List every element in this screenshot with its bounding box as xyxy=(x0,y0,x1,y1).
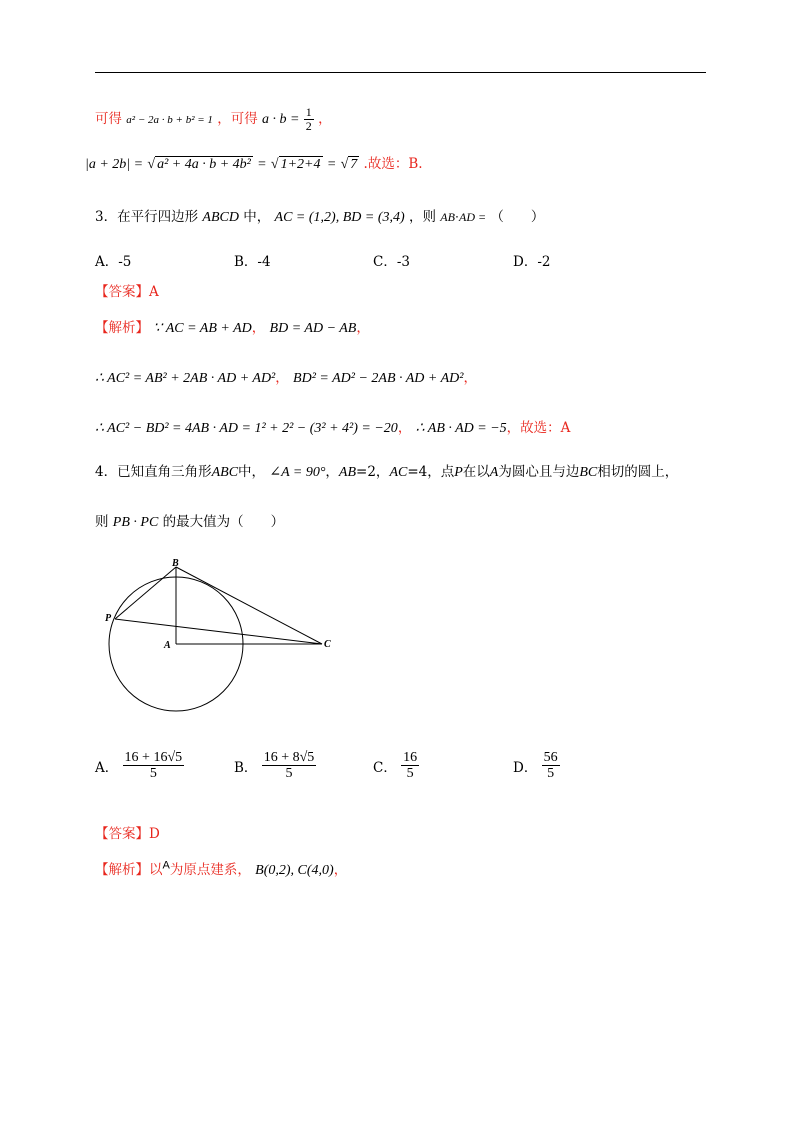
q4-option-a-letter: A． xyxy=(95,759,119,776)
q4-option-c-num: 16 xyxy=(403,750,418,765)
q3-ze: ，则 xyxy=(408,209,436,225)
q4-label-c: C xyxy=(324,639,331,650)
prev-line2-tail: .故选：B. xyxy=(363,156,423,172)
q4-option-a-frac xyxy=(123,750,185,782)
q4-segment-pb xyxy=(115,567,176,619)
q4-line2-ze: 则 xyxy=(95,514,109,530)
q3-given: AC = (1,2), BD = (3,4) xyxy=(274,210,405,225)
q4-stem-1 xyxy=(95,460,678,481)
q4-analysis-coords: B(0,2), C(4,0) xyxy=(255,863,334,878)
q3-step3d: ，故选：A xyxy=(506,420,571,436)
q3-option-a: A．-5 xyxy=(95,254,132,270)
q3-zhong: 中， xyxy=(243,209,271,225)
q3-answer-label: 【答案】 xyxy=(95,284,149,300)
q4-option-d-den: 5 xyxy=(547,766,555,782)
q4-option-d-num: 56 xyxy=(543,750,558,765)
q4-bc: BC xyxy=(579,465,598,480)
q4-option-c-letter: C． xyxy=(373,759,397,776)
q3-shape: ABCD xyxy=(202,210,239,225)
q4-option-a-den: 5 xyxy=(149,766,157,782)
q3-option-c: C．-3 xyxy=(373,254,410,270)
q3-step1c: BD = AD − AB xyxy=(269,321,357,336)
header-rule xyxy=(95,72,706,73)
q4-label-a: A xyxy=(164,640,171,651)
q4-ac: AC xyxy=(389,465,408,480)
q4-analysis xyxy=(95,858,347,879)
q4-segment-bc xyxy=(176,567,322,644)
q4-answer xyxy=(95,822,160,842)
q4-option-b-num: 16 + 8√5 xyxy=(263,750,315,765)
prev-line1-frac-den: 2 xyxy=(305,119,312,134)
q3-ask: AB⋅AD = xyxy=(440,210,487,224)
q4-option-b-den: 5 xyxy=(285,766,293,782)
q3-step3b: ， xyxy=(397,420,412,436)
prev-line1-end: ， xyxy=(318,111,332,128)
q4-geometry-figure xyxy=(100,555,340,715)
q3-step2c: BD² = AD² − 2AB · AD + AD² xyxy=(293,371,464,386)
q4-analysis-end: ， xyxy=(333,862,348,878)
q4-angle: ∠A = 90° xyxy=(269,465,326,480)
q3-option-b: B．-4 xyxy=(234,254,271,270)
q4-ab-val: =2， xyxy=(356,464,390,480)
prev-line1-fraction xyxy=(304,106,314,133)
q4-line1-e: 为圆心且与边 xyxy=(498,464,580,480)
q4-line2-expr: PB · PC xyxy=(112,515,159,530)
q3-analysis-label: 【解析】 xyxy=(95,320,149,336)
q3-stem xyxy=(95,205,544,226)
q4-line1-f: 相切的圆上， xyxy=(597,464,679,480)
q4-option-c xyxy=(373,750,419,782)
prev-line1-expr: a² − 2a · b + b² = 1 xyxy=(126,114,213,127)
q3-step1d: ， xyxy=(356,320,370,336)
q4-option-b xyxy=(234,750,316,782)
q4-line1-a: 4．已知直角三角形 xyxy=(95,464,212,480)
prev-line2-root1: √ a² + 4a · b + 4b² xyxy=(147,157,251,172)
prev-line1-frac-num: 1 xyxy=(305,105,312,119)
prev-line-2 xyxy=(85,152,423,173)
q3-step2b: ， xyxy=(275,370,289,386)
q4-option-b-frac xyxy=(262,750,317,782)
q4-abc: ABC xyxy=(211,465,239,480)
q3-number: 3．在平行四边形 xyxy=(95,209,199,225)
q4-option-d-letter: D． xyxy=(513,759,538,776)
q3-answer-value: A xyxy=(149,284,159,300)
q4-label-b: B xyxy=(172,558,179,569)
prev-line-1 xyxy=(95,106,332,133)
q3-analysis-2 xyxy=(95,366,477,387)
q4-ac-val: =4，点 xyxy=(407,464,455,480)
q4-stem-2 xyxy=(95,510,284,531)
q3-option-d: D．-2 xyxy=(513,254,551,270)
q3-step2d: ， xyxy=(463,370,477,386)
q3-step2a: ∴ AC² = AB² + 2AB · AD + AD² xyxy=(95,371,276,386)
q4-segment-pc xyxy=(115,619,322,644)
q3-step1a: ∵ AC = AB + AD xyxy=(153,321,252,336)
prev-line1-dot: a · b = xyxy=(262,112,300,128)
prev-line2-root3: √ 7 xyxy=(340,157,358,172)
q4-a: A xyxy=(489,465,499,480)
q3-step1b: ， xyxy=(251,320,266,336)
q3-analysis-1 xyxy=(95,316,370,337)
q4-option-d xyxy=(513,750,560,782)
q4-label-p: P xyxy=(105,613,112,624)
q4-option-a-num: 16 + 16√5 xyxy=(124,750,183,765)
q4-analysis-A: A xyxy=(162,859,170,872)
q4-analysis-b: 为原点建系， xyxy=(169,862,251,878)
q4-analysis-label: 【解析】 xyxy=(95,862,149,878)
q4-analysis-a: 以 xyxy=(149,862,163,878)
q4-answer-label: 【答案】 xyxy=(95,826,149,842)
q4-p: P xyxy=(454,465,463,480)
q3-paren: （ ） xyxy=(490,209,545,225)
q4-option-b-letter: B． xyxy=(234,759,258,776)
prev-line2-lhs: |a + 2b| = xyxy=(85,157,144,172)
q4-line1-c: ， xyxy=(325,464,339,480)
q3-answer xyxy=(95,280,159,300)
q4-option-c-frac xyxy=(401,750,419,782)
q4-line1-d: 在以 xyxy=(462,464,490,480)
q4-line1-b: 中， xyxy=(238,464,266,480)
q3-analysis-3 xyxy=(95,416,570,437)
q4-option-a xyxy=(95,750,184,782)
prev-line1-prefix: 可得 xyxy=(95,111,122,128)
q4-ab: AB xyxy=(338,465,357,480)
q4-option-d-frac xyxy=(542,750,560,782)
q4-option-c-den: 5 xyxy=(406,766,414,782)
prev-line2-eq2: = xyxy=(326,157,337,172)
q3-step3a: ∴ AC² − BD² = 4AB · AD = 1² + 2² − (3² + 4²) = −20 xyxy=(95,421,398,436)
prev-line1-mid: ，可得 xyxy=(217,111,258,128)
q4-line2-tail: 的最大值为（ ） xyxy=(162,514,285,530)
prev-line2-root2: √ 1+2+4 xyxy=(270,157,321,172)
q4-answer-value: D xyxy=(149,826,160,842)
q3-step3c: ∴ AB · AD = −5 xyxy=(415,421,507,436)
prev-line2-eq: = xyxy=(257,157,267,172)
